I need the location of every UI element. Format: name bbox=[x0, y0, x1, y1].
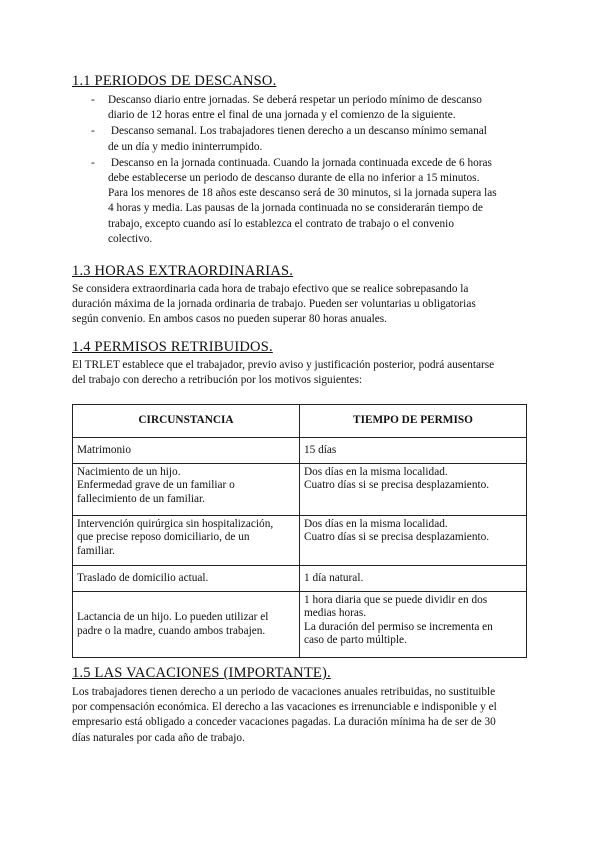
bullet-dash: - bbox=[91, 156, 95, 169]
table-cell bbox=[73, 438, 300, 464]
descanso-bullet-list bbox=[91, 93, 548, 247]
heading-periodos-descanso: 1.1 PERIODOS DE DESCANSO. bbox=[72, 73, 277, 89]
bullet-line: Para los menores de 18 años este descanso será de 30 minutos, si la jornada supera las bbox=[108, 187, 497, 200]
horas-extraordinarias-paragraph bbox=[72, 282, 542, 328]
cell-line: Dos días en la misma localidad. bbox=[304, 518, 448, 530]
cell-line: familiar. bbox=[77, 544, 115, 557]
table-row bbox=[73, 592, 527, 658]
permisos-paragraph bbox=[72, 358, 542, 388]
bullet-line: colectivo. bbox=[108, 232, 153, 245]
column-header-tiempo-permiso: TIEMPO DE PERMISO bbox=[300, 405, 527, 438]
cell-line: padre o la madre, cuando ambos trabajen. bbox=[77, 624, 266, 637]
paragraph-line: según convenio. En ambos casos no pueden superar 80 horas anuales. bbox=[72, 313, 387, 326]
table-cell bbox=[300, 464, 527, 516]
paragraph-line: Los trabajadores tienen derecho a un periodo de vacaciones anuales retribuidas, no sustituible bbox=[72, 686, 496, 698]
cell-line: Enfermedad grave de un familiar o bbox=[77, 479, 235, 492]
table-row bbox=[73, 464, 527, 516]
bullet-line: Descanso diario entre jornadas. Se deberá respetar un periodo mínimo de descanso bbox=[108, 94, 482, 106]
cell-line: Cuatro días si se precisa desplazamiento. bbox=[304, 479, 490, 492]
vacaciones-paragraph bbox=[72, 685, 542, 746]
table-header-row bbox=[73, 405, 527, 438]
cell-line: Traslado de domicilio actual. bbox=[77, 571, 209, 584]
bullet-line: trabajo, excepto cuando así lo establezca el contrato de trabajo o el convenio bbox=[108, 217, 454, 230]
bullet-line: 4 horas y media. Las pausas de la jornada continuada no se considerarán tiempo de bbox=[108, 202, 483, 215]
list-item bbox=[91, 156, 548, 247]
table-cell bbox=[73, 516, 300, 566]
paragraph-line: empresario está obligado a conceder vacaciones pagadas. La duración mínima ha de ser de 30 bbox=[72, 716, 496, 729]
table-cell bbox=[300, 592, 527, 658]
cell-line: Nacimiento de un hijo. bbox=[77, 466, 181, 478]
bullet-line: de un día y medio ininterrumpido. bbox=[108, 140, 263, 153]
paragraph-line: del trabajo con derecho a retribución por los motivos siguientes: bbox=[72, 374, 363, 387]
paragraph-line: días naturales por cada año de trabajo. bbox=[72, 731, 245, 744]
cell-line: Matrimonio bbox=[77, 443, 131, 456]
table-cell bbox=[73, 592, 300, 658]
list-item bbox=[91, 93, 548, 123]
bullet-dash: - bbox=[91, 125, 95, 138]
cell-line: 15 días bbox=[304, 443, 337, 456]
cell-line: La duración del permiso se incrementa en bbox=[304, 620, 493, 633]
paragraph-line: duración máxima de la jornada ordinaria de trabajo. Pueden ser voluntarias u obligatorias bbox=[72, 298, 476, 311]
cell-line: Lactancia de un hijo. Lo pueden utilizar el bbox=[77, 611, 269, 624]
permisos-table bbox=[72, 404, 527, 658]
table-cell bbox=[300, 516, 527, 566]
table-row bbox=[73, 438, 527, 464]
paragraph-line: Se considera extraordinaria cada hora de trabajo efectivo que se realice sobrepasando la bbox=[72, 283, 469, 295]
cell-line: Intervención quirúrgica sin hospitalización, bbox=[77, 518, 274, 530]
heading-vacaciones: 1.5 LAS VACACIONES (IMPORTANTE). bbox=[72, 665, 331, 681]
table-cell bbox=[73, 464, 300, 516]
paragraph-line: El TRLET establece que el trabajador, previo aviso y justificación posterior, podrá ausentarse bbox=[72, 359, 495, 371]
bullet-line: Descanso en la jornada continuada. Cuando la jornada continuada excede de 6 horas bbox=[108, 156, 492, 169]
bullet-line: debe establecerse un periodo de descanso durante de ella no inferior a 15 minutos. bbox=[108, 172, 480, 185]
table-cell bbox=[300, 566, 527, 592]
paragraph-line: por compensación económica. El derecho a las vacaciones es irrenunciable e indisponible y el bbox=[72, 701, 497, 714]
bullet-line: Descanso semanal. Los trabajadores tienen derecho a un descanso mínimo semanal bbox=[108, 125, 487, 138]
cell-line: 1 día natural. bbox=[304, 571, 364, 584]
bullet-dash: - bbox=[91, 94, 95, 106]
bullet-line: diario de 12 horas entre el final de una jornada y el comienzo de la siguiente. bbox=[108, 109, 456, 122]
cell-line: Dos días en la misma localidad. bbox=[304, 466, 448, 478]
cell-line: Cuatro días si se precisa desplazamiento. bbox=[304, 531, 490, 544]
table-cell bbox=[300, 438, 527, 464]
heading-permisos-retribuidos: 1.4 PERMISOS RETRIBUIDOS. bbox=[72, 339, 273, 355]
list-item bbox=[91, 124, 548, 154]
table-row bbox=[73, 516, 527, 566]
table-row bbox=[73, 566, 527, 592]
cell-line: caso de parto múltiple. bbox=[304, 634, 407, 647]
column-header-circunstancia: CIRCUNSTANCIA bbox=[73, 405, 300, 438]
heading-horas-extraordinarias: 1.3 HORAS EXTRAORDINARIAS. bbox=[72, 263, 294, 279]
cell-line: 1 hora diaria que se puede dividir en dos bbox=[304, 594, 488, 606]
cell-line: medias horas. bbox=[304, 607, 367, 620]
cell-line: fallecimiento de un familiar. bbox=[77, 492, 205, 505]
table-cell bbox=[73, 566, 300, 592]
cell-line: que precise reposo domiciliario, de un bbox=[77, 531, 250, 544]
